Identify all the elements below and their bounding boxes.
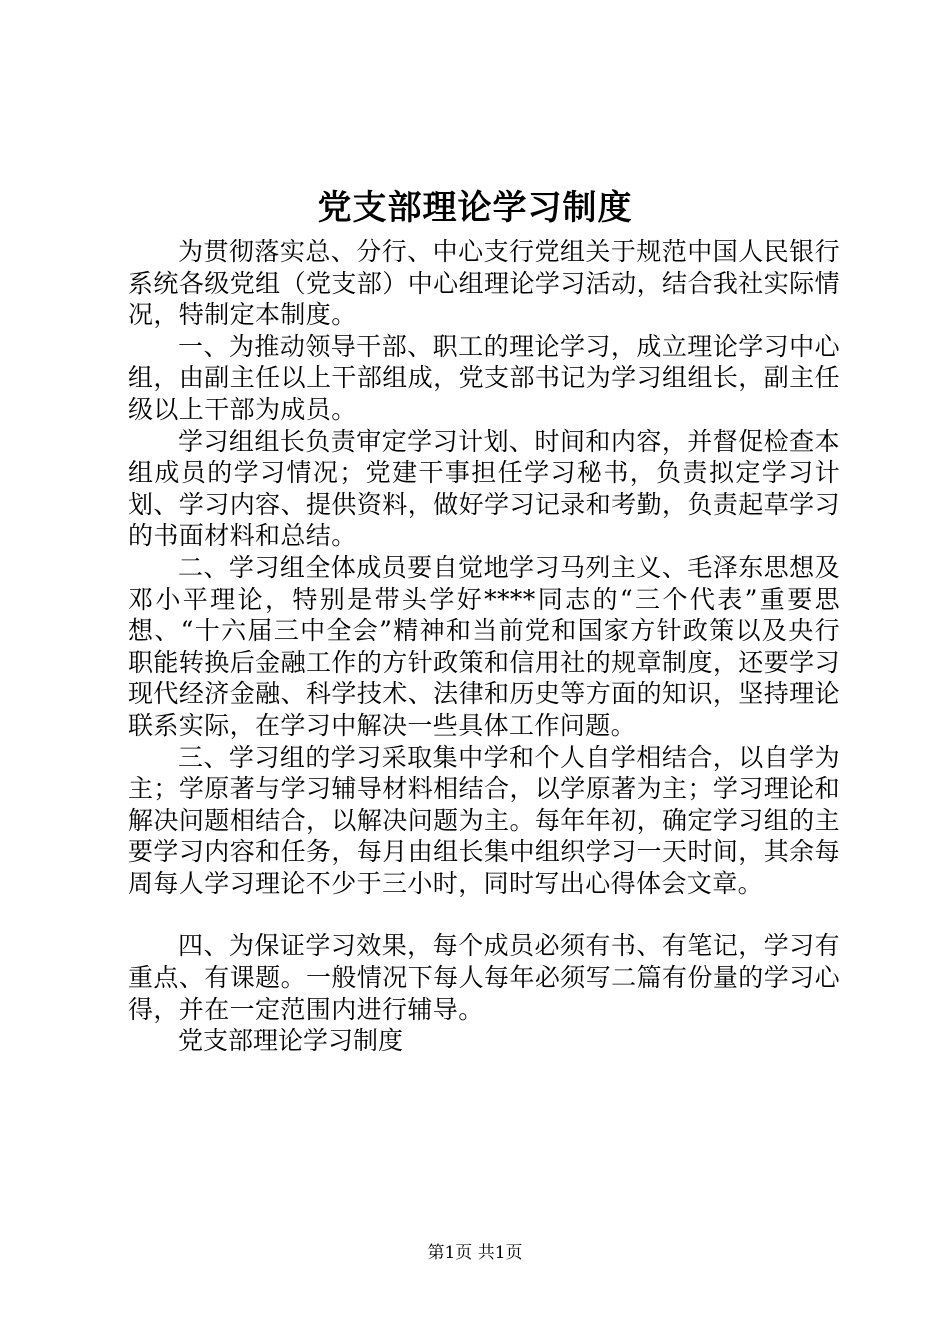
paragraph-section-3: 三、学习组的学习采取集中学和个人自学相结合，以自学为主；学原著与学习辅导材料相结合，以学原著为主；学习理论和解决问题相结合，以解决问题为主。每年年初，确定学习组的主要学习内容和任务，每月由组长集中组织学习一天时间，其余每周每人学习理论不少于三小时，同时写出心得体会文章。 bbox=[128, 742, 840, 898]
paragraph-spacer bbox=[128, 899, 840, 930]
paragraph-section-2: 二、学习组全体成员要自觉地学习马列主义、毛泽东思想及邓小平理论，特别是带头学好****同志的“三个代表”重要思想、“十六届三中全会”精神和当前党和国家方针政策以及央行职能转换后金融工作的方针政策和信用社的规章制度，还要学习现代经济金融、科学技术、法律和历史等方面的知识，坚持理论联系实际，在学习中解决一些具体工作问题。 bbox=[128, 552, 840, 740]
page-number-footer: 第1页 共1页 bbox=[427, 1243, 523, 1263]
paragraph-intro: 为贯彻落实总、分行、中心支行党组关于规范中国人民银行系统各级党组（党支部）中心组理论学习活动，结合我社实际情况，特制定本制度。 bbox=[128, 237, 840, 330]
paragraph-section-1-detail: 学习组组长负责审定学习计划、时间和内容，并督促检查本组成员的学习情况；党建干事担任学习秘书，负责拟定学习计划、学习内容、提供资料，做好学习记录和考勤，负责起草学习的书面材料和总结。 bbox=[128, 426, 840, 551]
document-body bbox=[128, 236, 840, 1057]
closing-title-line: 党支部理论学习制度 bbox=[178, 1026, 404, 1056]
document-title: 党支部理论学习制度 bbox=[317, 188, 633, 228]
paragraph-section-4: 四、为保证学习效果，每个成员必须有书、有笔记，学习有重点、有课题。一般情况下每人每年必须写二篇有份量的学习心得，并在一定范围内进行辅导。 bbox=[128, 931, 840, 1024]
paragraph-section-1: 一、为推动领导干部、职工的理论学习，成立理论学习中心组，由副主任以上干部组成，党支部书记为学习组组长，副主任级以上干部为成员。 bbox=[128, 331, 840, 424]
